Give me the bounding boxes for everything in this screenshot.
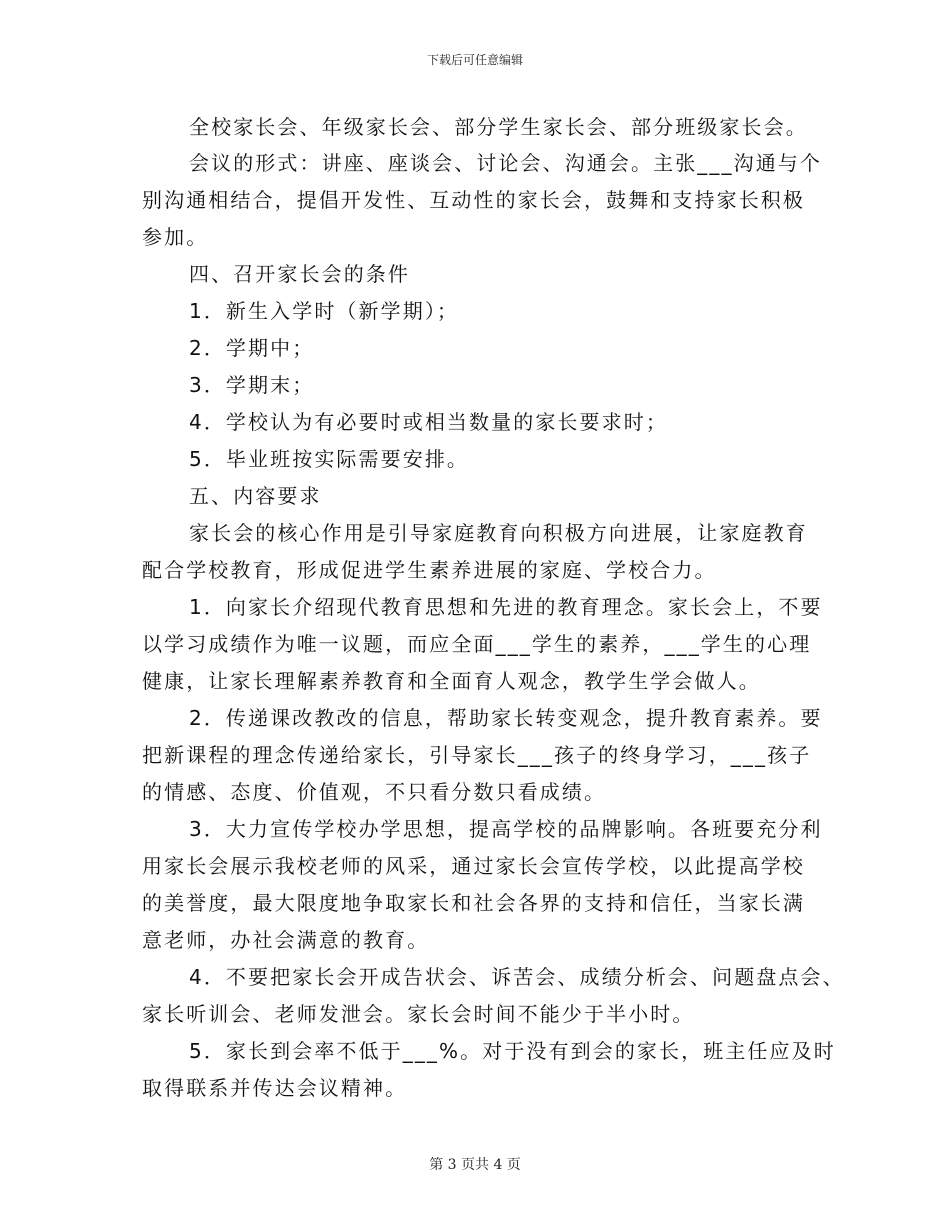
text-line: 取得联系并传达会议精神。 xyxy=(142,1076,408,1100)
text-line: 4．不要把家长会开成告状会、诉苦会、成绩分析会、问题盘点会、 xyxy=(189,965,845,989)
section-heading: 五、内容要求 xyxy=(189,484,322,508)
list-item: 5．毕业班按实际需要安排。 xyxy=(189,447,470,471)
text-line: 配合学校教育，形成促进学生素养进展的家庭、学校合力。 xyxy=(142,558,717,582)
text-line: 5．家长到会率不低于___%。对于没有到会的家长，班主任应及时 xyxy=(189,1039,836,1063)
text-line: 的美誉度，最大限度地争取家长和社会各界的支持和信任，当家长满 xyxy=(142,891,805,915)
text-line: 意老师，办社会满意的教育。 xyxy=(142,928,430,952)
text-line: 的情感、态度、价值观，不只看分数只看成绩。 xyxy=(142,780,607,804)
text-line: 全校家长会、年级家长会、部分学生家长会、部分班级家长会。 xyxy=(189,115,808,139)
text-line: 会议的形式：讲座、座谈会、讨论会、沟通会。主张___沟通与个 xyxy=(189,151,822,175)
text-line: 家长会的核心作用是引导家庭教育向积极方向进展，让家庭教育 xyxy=(189,521,808,545)
text-line: 3．大力宣传学校办学思想，提高学校的品牌影响。各班要充分利 xyxy=(189,817,823,841)
text-line: 以学习成绩作为唯一议题，而应全面___学生的素养，___学生的心理 xyxy=(142,632,812,656)
text-line: 把新课程的理念传递给家长，引导家长___孩子的终身学习，___孩子 xyxy=(142,743,812,767)
text-line: 用家长会展示我校老师的风采，通过家长会宣传学校，以此提高学校 xyxy=(142,854,805,878)
list-item: 2．学期中； xyxy=(189,336,315,360)
page-footer: 第 3 页共 4 页 xyxy=(429,1157,521,1173)
text-line: 2．传递课改教改的信息，帮助家长转变观念，提升教育素养。要 xyxy=(189,706,823,730)
text-line: 别沟通相结合，提倡开发性、互动性的家长会，鼓舞和支持家长积极 xyxy=(142,188,805,212)
page-header: 下载后可任意编辑 xyxy=(426,53,523,67)
section-heading: 四、召开家长会的条件 xyxy=(189,262,410,286)
text-line: 健康，让家长理解素养教育和全面育人观念，教学生学会做人。 xyxy=(142,669,761,693)
list-item: 4．学校认为有必要时或相当数量的家长要求时； xyxy=(189,410,668,434)
list-item: 1．新生入学时（新学期）； xyxy=(189,299,460,323)
text-line: 参加。 xyxy=(142,225,209,249)
text-line: 1．向家长介绍现代教育思想和先进的教育理念。家长会上，不要 xyxy=(189,595,823,619)
list-item: 3．学期末； xyxy=(189,373,315,397)
text-line: 家长听训会、老师发泄会。家长会时间不能少于半小时。 xyxy=(142,1002,695,1026)
